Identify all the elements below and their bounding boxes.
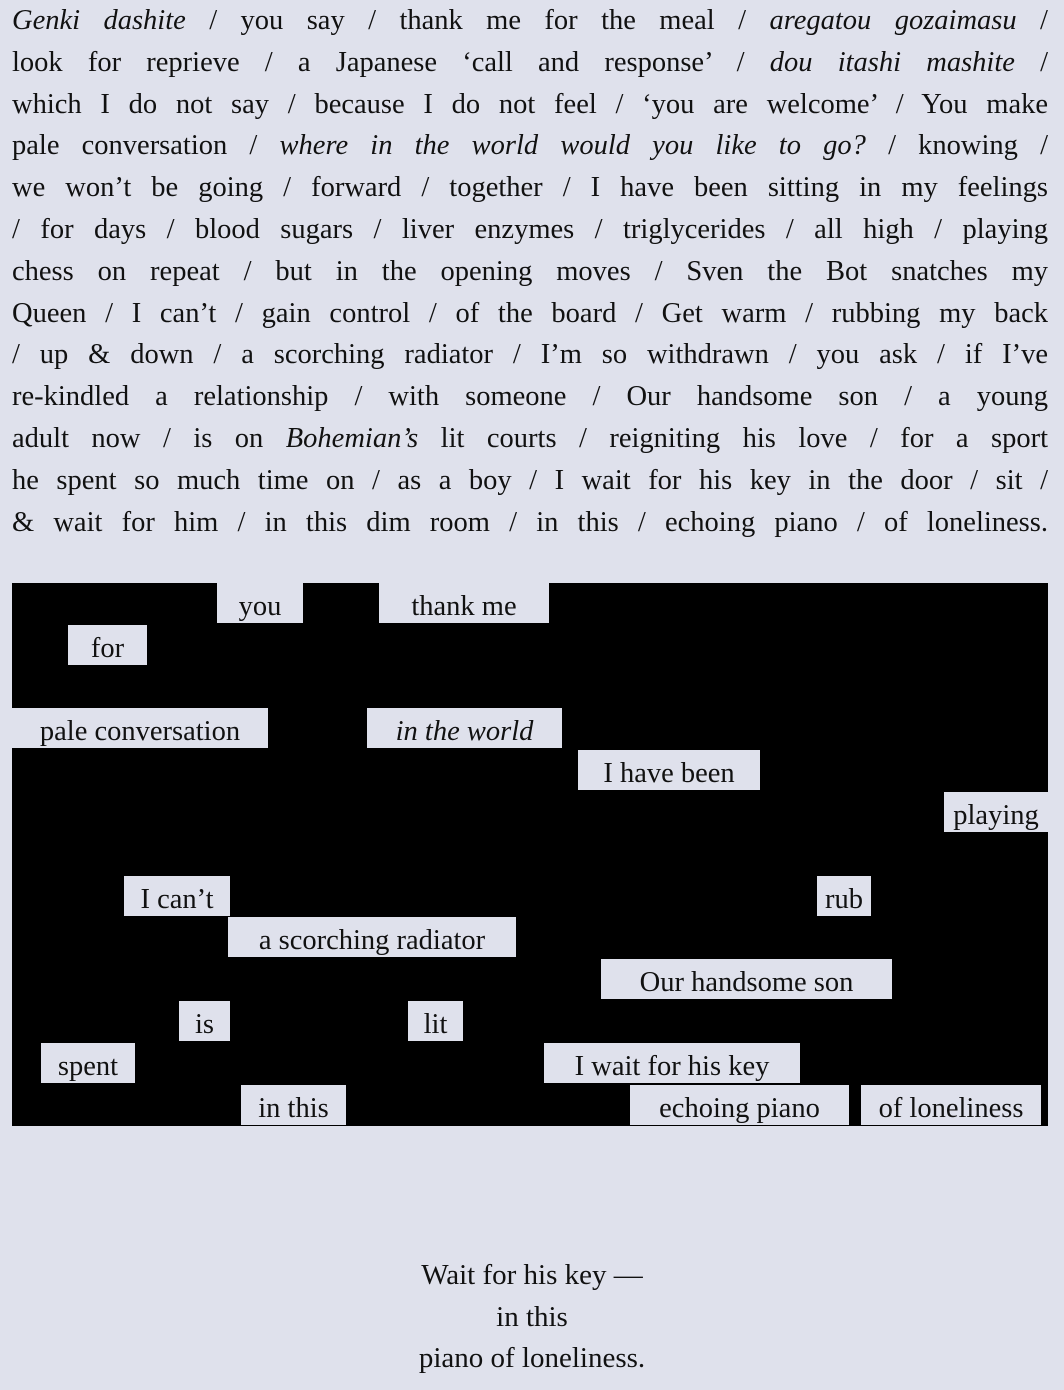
revealed-words: of loneliness	[861, 1085, 1041, 1125]
revealed-words: I wait for his key	[544, 1043, 800, 1083]
poem-line	[12, 293, 1048, 335]
revealed-words: in this	[241, 1085, 346, 1125]
poem-segment: / you say / thank me for the meal /	[185, 5, 770, 36]
poem-segment: /	[1016, 5, 1048, 36]
revealed-words: thank me	[379, 583, 549, 623]
blackout-row	[12, 876, 1048, 918]
poem-line	[12, 42, 1048, 84]
final-line-2: in this	[496, 1300, 568, 1333]
blackout-row	[12, 834, 1048, 876]
blackout-row	[12, 792, 1048, 834]
poem-line	[12, 376, 1048, 418]
poem-segment: adult now / is on	[12, 422, 286, 454]
poem-segment: look for reprieve / a Japanese ‘call and response’ /	[12, 46, 770, 78]
poem-line	[12, 0, 1048, 42]
blackout-row	[12, 750, 1048, 792]
poem-segment: Genki dashite	[12, 5, 186, 36]
revealed-words: rub	[817, 876, 871, 916]
poem-line	[12, 251, 1048, 293]
poem-line	[12, 418, 1048, 460]
final-poem	[0, 1255, 1064, 1380]
revealed-words: Our handsome son	[601, 959, 892, 999]
blackout-row	[12, 667, 1048, 709]
revealed-words: is	[179, 1001, 230, 1041]
poem-segment: re-kindled a relationship / with someone / Our handsome son / a young	[12, 381, 1048, 413]
revealed-words: for	[68, 625, 147, 665]
poem-line	[12, 125, 1048, 167]
revealed-words: you	[217, 583, 303, 623]
poem-segment: aregatou gozaimasu	[769, 5, 1017, 36]
poem-line	[12, 167, 1048, 209]
poem-segment: /	[1014, 46, 1049, 78]
poem-segment: / knowing /	[865, 130, 1048, 162]
poem-segment: dou itashi mashite	[769, 46, 1015, 78]
poem-segment: chess on repeat / but in the opening moves / Sven the Bot snatches my	[12, 255, 1048, 287]
poem-segment: he spent so much time on / as a boy / I wait for his key in the door / sit /	[12, 464, 1048, 496]
poem-segment: / up & down / a scorching radiator / I’m so withdrawn / you ask / if I’ve	[12, 339, 1048, 371]
blackout-row	[12, 708, 1048, 750]
revealed-words: I can’t	[124, 876, 230, 916]
blackout-row	[12, 959, 1048, 1001]
source-poem	[12, 0, 1048, 543]
revealed-words: lit	[408, 1001, 463, 1041]
poem-segment: which I do not say / because I do not feel / ‘you are welcome’ / You make	[12, 88, 1048, 120]
blackout-row	[12, 1001, 1048, 1043]
revealed-words: echoing piano	[630, 1085, 849, 1125]
poem-segment: pale conversation /	[12, 130, 280, 162]
final-line-1: Wait for his key —	[421, 1259, 643, 1291]
final-line-3: piano of loneliness.	[418, 1342, 646, 1375]
blackout-poem	[12, 583, 1048, 1126]
poem-line	[12, 502, 1048, 544]
poem-segment: / for days / blood sugars / liver enzymes / triglycerides / all high / playing	[12, 213, 1048, 245]
poem-segment: Queen / I can’t / gain control / of the board / Get warm / rubbing my back	[12, 297, 1048, 329]
blackout-row	[12, 917, 1048, 959]
poem-line	[12, 84, 1048, 126]
revealed-words: playing	[944, 792, 1048, 832]
blackout-row	[12, 1043, 1048, 1085]
poem-segment: & wait for him / in this dim room / in this / echoing piano / of loneliness.	[12, 506, 1048, 538]
blackout-row	[12, 583, 1048, 625]
poem-segment: Bohemian’s	[285, 422, 419, 454]
revealed-words: in the world	[367, 708, 562, 748]
poem-segment: lit courts / reigniting his love / for a sport	[418, 422, 1049, 454]
revealed-words: a scorching radiator	[228, 917, 516, 957]
poem-line	[12, 334, 1048, 376]
revealed-words: I have been	[578, 750, 760, 790]
blackout-row	[12, 625, 1048, 667]
blackout-row	[12, 1085, 1048, 1127]
revealed-words: spent	[41, 1043, 135, 1083]
revealed-words: pale conversation	[12, 708, 268, 748]
poem-segment: where in the world would you like to go?	[279, 130, 866, 162]
poem-line	[12, 460, 1048, 502]
poem-segment: we won’t be going / forward / together / I have been sitting in my feelings	[12, 172, 1048, 204]
poem-line	[12, 209, 1048, 251]
